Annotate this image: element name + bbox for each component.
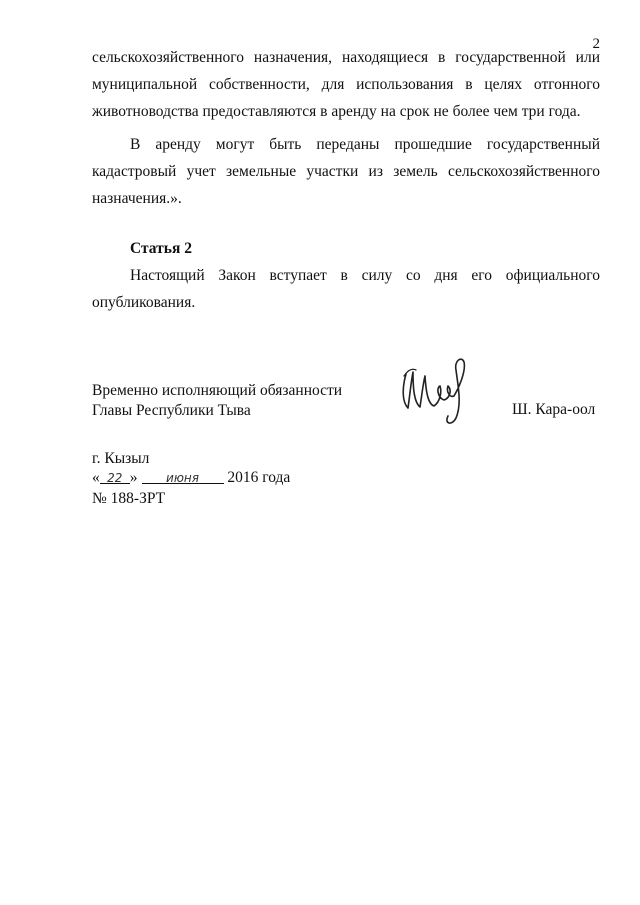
date-month: июня [166,471,199,485]
signatory-title-line-2: Главы Республики Тыва [92,402,251,419]
signatory-title-line-1: Временно исполняющий обязанности [92,382,343,399]
date-year: 2016 года [227,469,291,486]
article-text: Настоящий Закон вступает в силу со дня его официального опубликования. [92,267,600,311]
date-open-quote: « [92,469,100,486]
date-close-quote: » [129,469,138,486]
issue-date [92,469,290,487]
law-number: № 188-ЗРТ [92,490,166,507]
page-number: 2 [592,36,600,52]
city: г. Кызыл [92,450,150,467]
signatory-name: Ш. Кара-оол [512,401,596,418]
signatory-title [92,381,342,421]
body-paragraph-1: сельскохозяйственного назначения, находящиеся в государственной или муниципальной собственности, для использования в целях отгонного животноводства предоставляются в аренду на срок не более чем три года. [92,49,600,120]
handwritten-signature [396,352,474,432]
article-heading: Статья 2 [130,240,192,257]
date-day: 22 [107,471,123,485]
body-paragraph-2: В аренду могут быть переданы прошедшие государственный кадастровый учет земельные участки из земель сельскохозяйственного назначения.». [92,136,600,207]
